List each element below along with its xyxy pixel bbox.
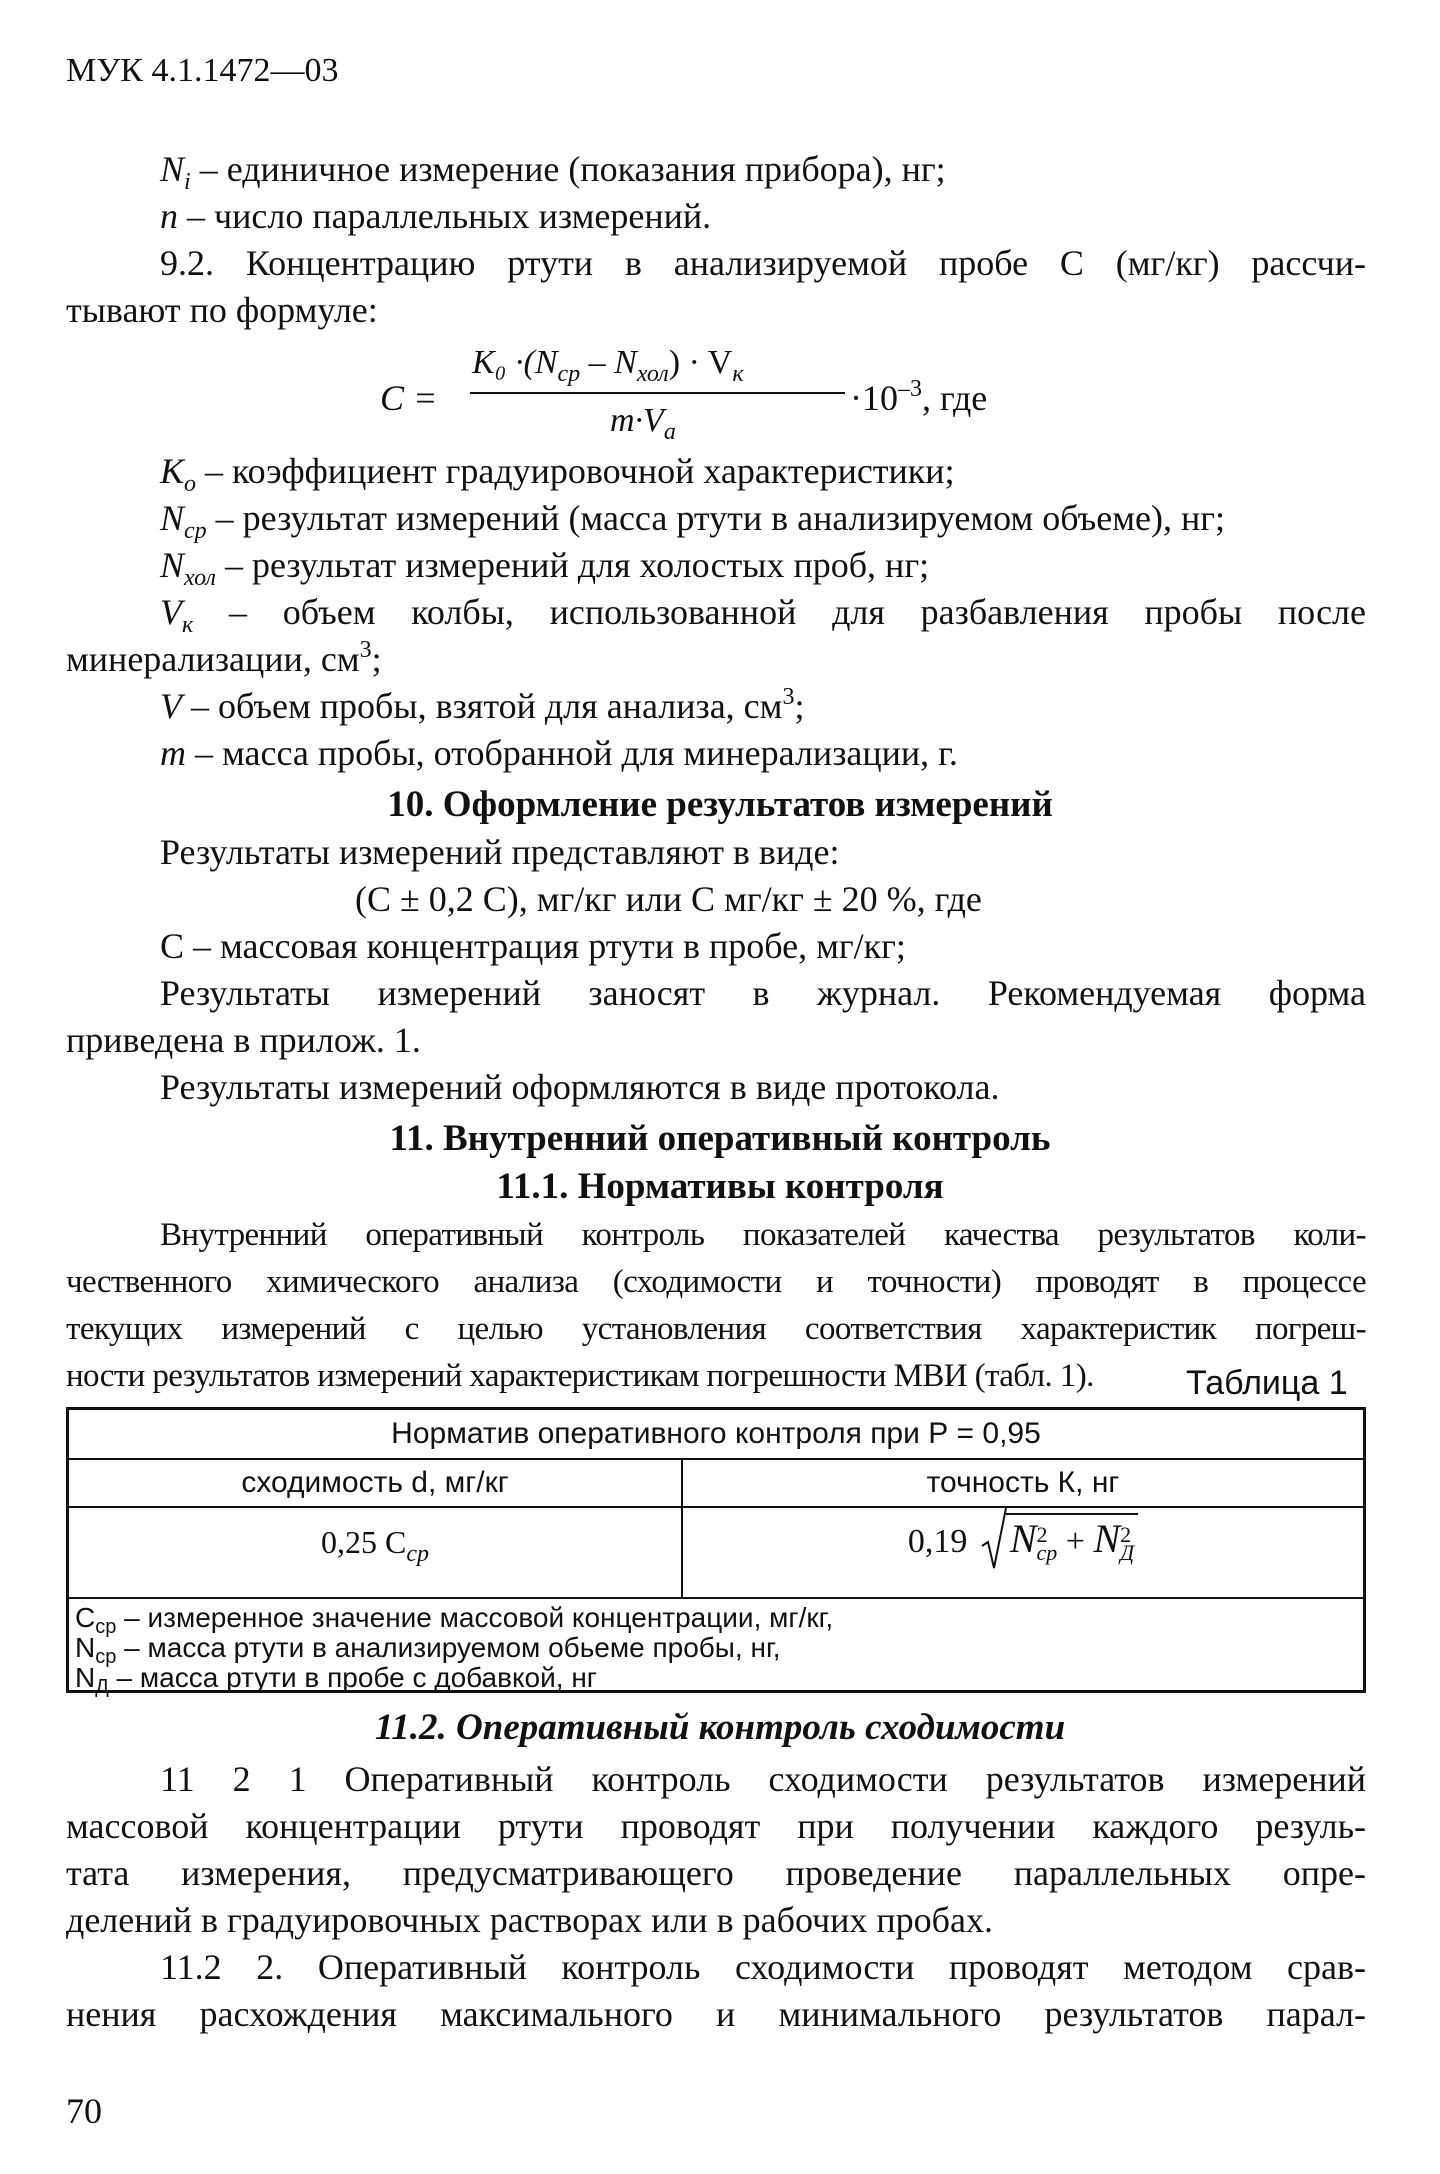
sec11-p4: ности результатов измерений характеристикам погрешности МВИ (табл. 1). <box>66 1358 1094 1394</box>
col-header-convergence: сходимость d, мг/кг <box>241 1466 509 1499</box>
sqrt-expression: N 2 ср + N 2 Д <box>980 1522 1138 1562</box>
formula-lhs: C = <box>380 378 438 418</box>
sec11-p3: текущих измерений с целью установления соответствия характеристик погреш- <box>66 1311 1366 1347</box>
sec10-line3: C – массовая концентрация ртути в пробе, мг/кг; <box>160 926 906 966</box>
sec10-line2: (C ± 0,2 C), мг/кг или C мг/кг ± 20 %, где <box>355 879 982 919</box>
table-value-row <box>69 1508 1363 1599</box>
sec112-b1: 11.2 2. Оперативный контроль сходимости проводят методом срав- <box>160 1947 1366 1987</box>
table-column-divider <box>681 1460 683 1599</box>
sec112-a4: делений в градуировочных растворах или в рабочих пробах. <box>66 1900 993 1940</box>
p92-line2: тывают по формуле: <box>66 290 378 330</box>
def-n: n – число параллельных измерений. <box>160 196 712 236</box>
def-v: V – объем пробы, взятой для анализа, $см^3$; <box>160 684 805 726</box>
doc-code: МУК 4.1.1472—03 <box>66 52 339 89</box>
sec112-b2: нения расхождения максимального и минимального результатов парал- <box>66 1994 1366 2034</box>
sec11-p2: чественного химического анализа (сходимости и точности) проводят в процессе <box>66 1264 1366 1300</box>
sec10-line4a: Результаты измерений заносят в журнал. Рекомендуемая форма <box>160 973 1366 1013</box>
formula-multiplier: $\cdot 10^{-3}$, где <box>850 376 988 418</box>
sec10-line4b: приведена в прилож. 1. <box>66 1020 421 1060</box>
sec112-a1: 11 2 1 Оперативный контроль сходимости результатов измерений <box>160 1759 1366 1799</box>
table-col-header-row <box>69 1460 1363 1508</box>
def-ko: $K_o$ – коэффициент градуировочной характеристики; <box>160 451 955 497</box>
fraction-bar <box>470 392 845 394</box>
sec10-line1: Результаты измерений представляют в виде: <box>160 832 840 872</box>
def-m: m – масса пробы, отобранной для минерализации, г. <box>160 733 958 773</box>
def-nxol: $N_{хол}$ – результат измерений для холостых проб, нг; <box>160 545 930 591</box>
value-convergence: 0,25 $C_{ср}$ <box>321 1524 429 1567</box>
sec112-a2: массовой концентрации ртути проводят при получении каждого резуль- <box>66 1806 1366 1846</box>
formula-numerator: $K_0 \cdot(N_{ср} - N_{хол}) \cdot V_к$ <box>472 344 744 387</box>
formula-denominator: $m\cdot V_a$ <box>610 402 676 445</box>
sec10-line5: Результаты измерений оформляются в виде протокола. <box>160 1067 1000 1107</box>
section-11-title: 11. Внутренний оперативный контроль <box>389 1118 1051 1159</box>
sec112-a3: тата измерения, предусматривающего проведение параллельных опре- <box>66 1853 1366 1893</box>
def-vk-line2: минерализации, $см^3$; <box>66 637 382 679</box>
def-ni: $N_i$ – единичное измерение (показания прибора), нг; <box>160 149 946 195</box>
table-header-row <box>69 1410 1363 1460</box>
col-header-accuracy: точность К, нг <box>926 1466 1120 1499</box>
section-11-1-title: 11.1. Нормативы контроля <box>496 1166 944 1207</box>
def-ncp: $N_{ср}$ – результат измерений (масса ртути в анализируемом объеме), нг; <box>160 498 1226 544</box>
table-caption: Таблица 1 <box>1186 1364 1348 1402</box>
table-header: Норматив оперативного контроля при Р = 0,95 <box>391 1417 1041 1450</box>
table-note-ncp: $N_{ср}$ – масса ртути в анализируемом обьеме пробы, нг, <box>75 1632 781 1668</box>
value-accuracy: 0,19 N 2 ср + N 2 Д <box>683 1522 1363 1562</box>
section-10-title: 10. Оформление результатов измерений <box>387 784 1053 825</box>
section-11-2-title: 11.2. Оперативный контроль сходимости <box>374 1707 1066 1748</box>
norms-table <box>66 1407 1366 1698</box>
sec11-p1: Внутренний оперативный контроль показателей качества результатов коли- <box>160 1217 1366 1253</box>
sqrt-sign <box>980 1506 1008 1572</box>
def-vk-line1: $V_к$ – объем колбы, использованной для разбавления пробы после <box>160 592 1366 638</box>
table-note-ccp: $C_{ср}$ – измеренное значение массовой концентрации, мг/кг, <box>75 1602 834 1638</box>
table-note-nd: $N_Д$ – масса ртути в пробе с добавкой, нг <box>75 1662 598 1698</box>
page-number: 70 <box>66 2091 102 2131</box>
p92-line1: 9.2. Концентрацию ртути в анализируемой пробе C (мг/кг) рассчи- <box>160 243 1366 283</box>
